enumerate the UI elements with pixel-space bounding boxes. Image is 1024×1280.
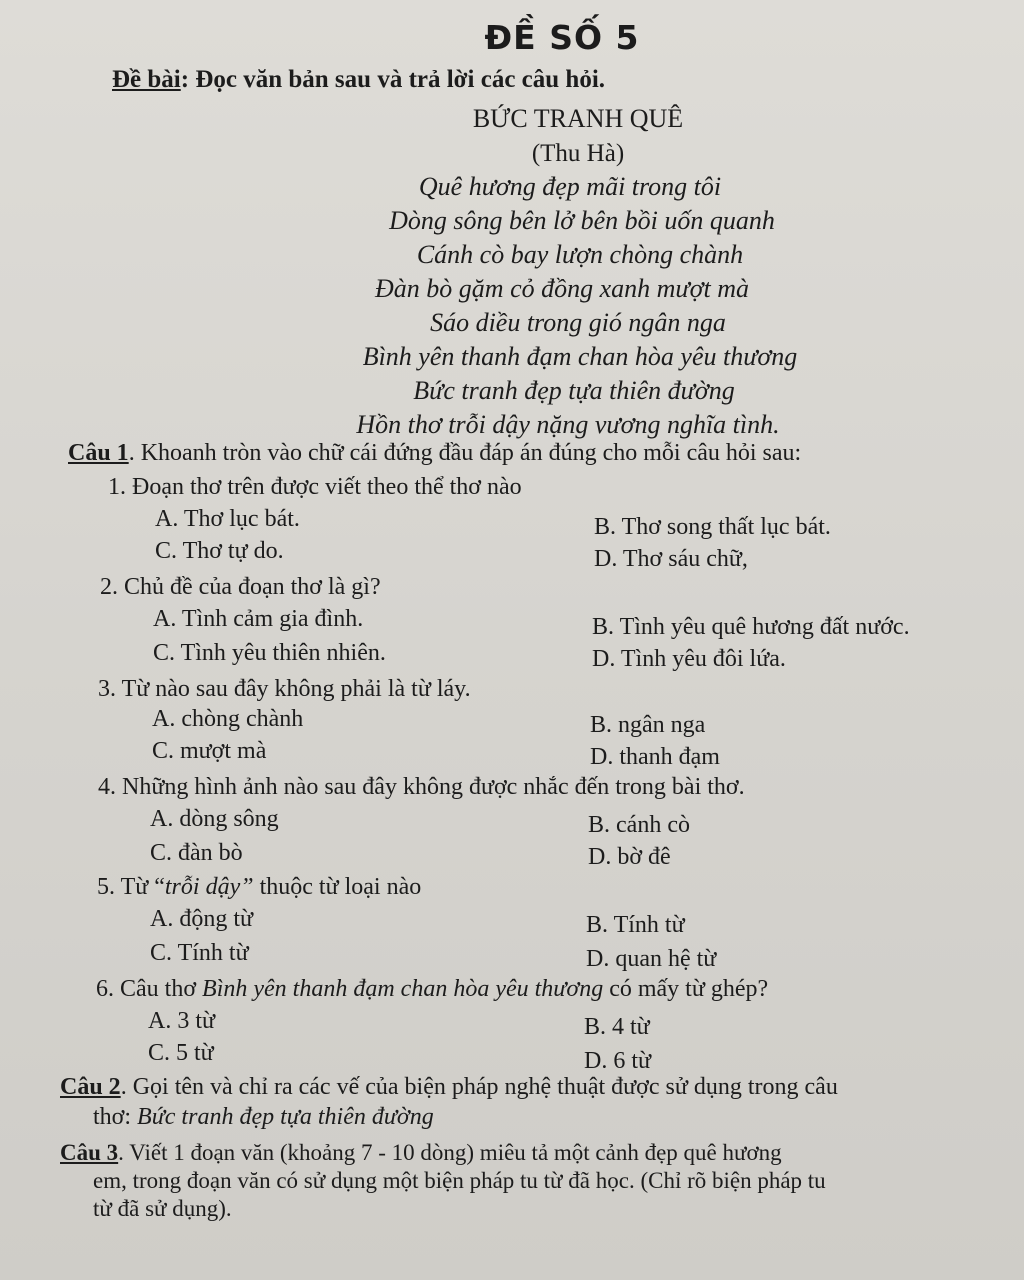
question-3: 3. Từ nào sau đây không phải là từ láy. — [98, 676, 471, 702]
q1-option-a: A. Thơ lục bát. — [155, 506, 300, 532]
cau3-line3: từ đã sử dụng). — [93, 1196, 232, 1221]
question-5-term: trỗi dậy” — [164, 874, 254, 900]
q4-option-b: B. cánh cò — [588, 812, 690, 838]
poem-line: Quê hương đẹp mãi trong tôi — [418, 172, 722, 201]
question-1: 1. Đoạn thơ trên được viết theo thể thơ nào — [108, 474, 522, 500]
question-5-post: thuộc từ loại nào — [253, 874, 422, 900]
q5-option-d: D. quan hệ từ — [586, 946, 717, 972]
q3-option-c: C. mượt mà — [152, 738, 267, 764]
q3-option-a: A. chòng chành — [152, 706, 304, 732]
poem-line: Hồn thơ trỗi dậy nặng vương nghĩa tình. — [356, 410, 780, 439]
q6-option-b: B. 4 từ — [584, 1014, 650, 1040]
question-4: 4. Những hình ảnh nào sau đây không được nhắc đến trong bài thơ. — [98, 774, 745, 800]
q1-option-d: D. Thơ sáu chữ, — [594, 546, 748, 572]
q6-option-a: A. 3 từ — [148, 1008, 216, 1034]
question-5-pre: 5. Từ “ — [97, 874, 165, 900]
question-6-line: Bình yên thanh đạm chan hòa yêu thương — [202, 976, 604, 1002]
q1-option-c: C. Thơ tự do. — [155, 538, 284, 564]
q4-option-c: C. đàn bò — [150, 840, 243, 866]
prompt-label: Đề bài — [112, 66, 181, 93]
question-6-pre: 6. Câu thơ — [96, 976, 203, 1002]
q5-option-b: B. Tính từ — [586, 912, 685, 938]
q2-option-b: B. Tình yêu quê hương đất nước. — [592, 614, 910, 640]
cau2-text: . Gọi tên và chỉ ra các vế của biện pháp nghệ thuật được sử dụng trong câu — [120, 1074, 838, 1100]
q3-option-d: D. thanh đạm — [590, 744, 720, 770]
q5-option-a: A. động từ — [150, 906, 254, 932]
q4-option-d: D. bờ đê — [588, 844, 671, 870]
prompt-text: : Đọc văn bản sau và trả lời các câu hỏi. — [180, 66, 606, 93]
cau2-label: Câu 2 — [60, 1074, 121, 1100]
cau1-heading — [68, 440, 801, 467]
q2-option-d: D. Tình yêu đôi lứa. — [592, 646, 786, 672]
cau3-line2: em, trong đoạn văn có sử dụng một biện pháp tu từ đã học. (Chỉ rõ biện pháp tu — [93, 1168, 826, 1193]
q5-option-c: C. Tính từ — [150, 940, 249, 966]
cau2-line2 — [93, 1104, 434, 1131]
cau1-text: . Khoanh tròn vào chữ cái đứng đầu đáp án đúng cho mỗi câu hỏi sau: — [128, 440, 802, 466]
poem-line: Bức tranh đẹp tựa thiên đường — [413, 376, 735, 405]
question-6 — [96, 976, 768, 1003]
exam-prompt — [112, 66, 605, 94]
cau3-label: Câu 3 — [60, 1140, 119, 1165]
poem-line: Cánh cò bay lượn chòng chành — [416, 240, 744, 269]
cau2-heading — [60, 1074, 838, 1101]
question-5 — [97, 874, 421, 901]
q2-option-c: C. Tình yêu thiên nhiên. — [153, 640, 386, 666]
poem-author: (Thu Hà) — [531, 140, 625, 167]
cau2-quote: Bức tranh đẹp tựa thiên đường — [137, 1104, 434, 1130]
cau2-line2-pre: thơ: — [93, 1104, 138, 1130]
q2-option-a: A. Tình cảm gia đình. — [153, 606, 364, 632]
q4-option-a: A. dòng sông — [150, 806, 279, 832]
poem-line: Bình yên thanh đạm chan hòa yêu thương — [362, 342, 798, 371]
cau1-label: Câu 1 — [68, 440, 129, 466]
poem-line: Đàn bò gặm cỏ đồng xanh mượt mà — [375, 274, 749, 303]
question-2: 2. Chủ đề của đoạn thơ là gì? — [100, 574, 381, 600]
poem-title: BỨC TRANH QUÊ — [472, 104, 684, 133]
q3-option-b: B. ngân nga — [590, 712, 706, 738]
page-title: ĐỀ SỐ 5 — [484, 18, 640, 57]
q6-option-d: D. 6 từ — [584, 1048, 652, 1074]
cau3-heading — [60, 1140, 782, 1166]
poem-line: Dòng sông bên lở bên bồi uốn quanh — [389, 206, 775, 235]
poem-line: Sáo diều trong gió ngân nga — [430, 308, 726, 337]
cau3-line1: . Viết 1 đoạn văn (khoảng 7 - 10 dòng) miêu tả một cảnh đẹp quê hương — [118, 1140, 782, 1165]
q6-option-c: C. 5 từ — [148, 1040, 214, 1066]
question-6-post: có mấy từ ghép? — [603, 976, 769, 1002]
q1-option-b: B. Thơ song thất lục bát. — [594, 514, 831, 540]
